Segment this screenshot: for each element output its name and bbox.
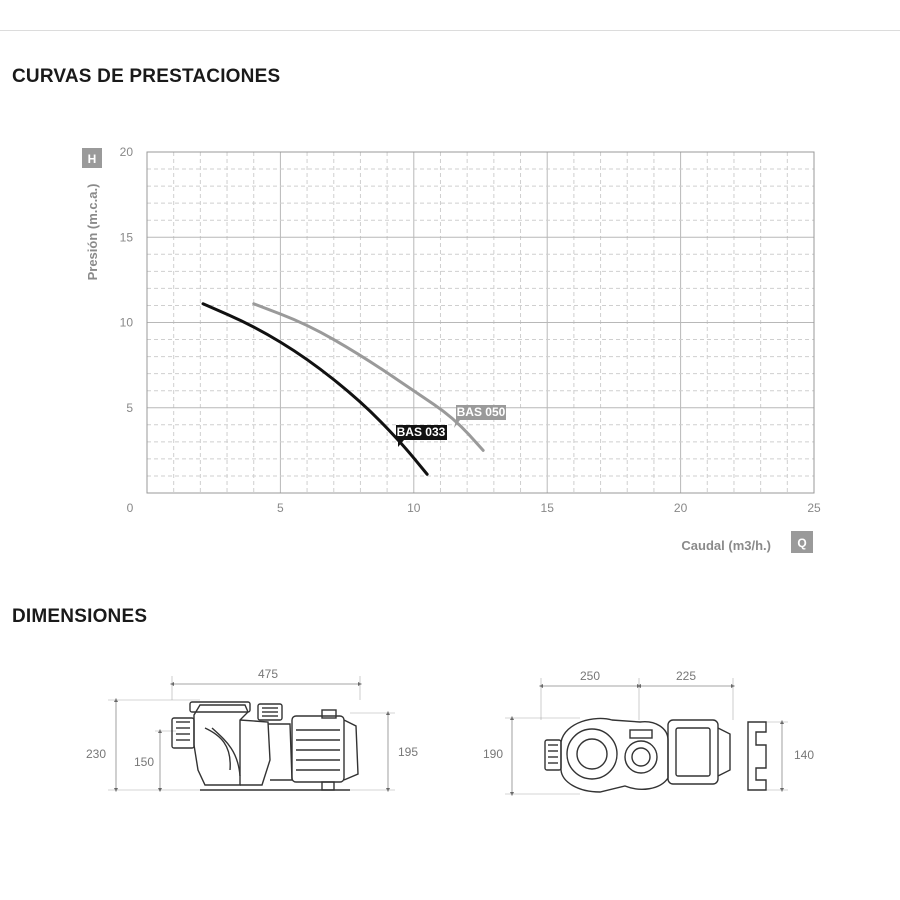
y-axis-badge-label: H (87, 152, 97, 166)
dim-inlet-height: 150 (133, 755, 155, 769)
series-line-bas-050 (254, 304, 483, 451)
x-tick-label: 25 (807, 501, 821, 515)
y-tick-label: 15 (119, 230, 133, 245)
series-name-bas-033: BAS 033 (396, 425, 446, 439)
dim-base-width: 140 (793, 748, 815, 762)
x-tick-label: 0 (126, 501, 134, 515)
dimension-drawings (0, 650, 900, 820)
performance-chart (0, 120, 900, 570)
x-tick-label: 20 (673, 501, 688, 515)
y-axis-title: Presión (m.c.a.) (85, 183, 100, 281)
y-tick-label: 5 (126, 400, 133, 415)
y-tick-label: 20 (119, 145, 133, 159)
series-label-bas-033 (396, 425, 447, 447)
series-lines (203, 304, 483, 475)
dim-rear-length: 225 (675, 669, 697, 683)
dim-motor-height: 195 (397, 745, 419, 759)
dim-front-length: 250 (579, 669, 601, 683)
x-tick-label: 15 (540, 501, 554, 515)
pump-side-view (86, 667, 418, 790)
dim-width: 190 (482, 747, 504, 761)
x-tick-label: 5 (277, 501, 284, 515)
x-tick-label: 10 (407, 501, 421, 515)
performance-curves-title: CURVAS DE PRESTACIONES (12, 66, 281, 87)
top-divider (0, 30, 900, 31)
dim-total-height: 230 (85, 747, 107, 761)
axis-ticks (120, 145, 821, 515)
dimensions-title: DIMENSIONES (12, 606, 148, 627)
x-axis-title: Caudal (m3/h.) (681, 538, 771, 553)
pump-top-view (483, 669, 814, 794)
dim-total-length: 475 (257, 667, 279, 681)
y-tick-label: 10 (119, 315, 133, 330)
series-name-bas-050: BAS 050 (456, 405, 506, 419)
x-axis-badge-label: Q (797, 536, 807, 550)
